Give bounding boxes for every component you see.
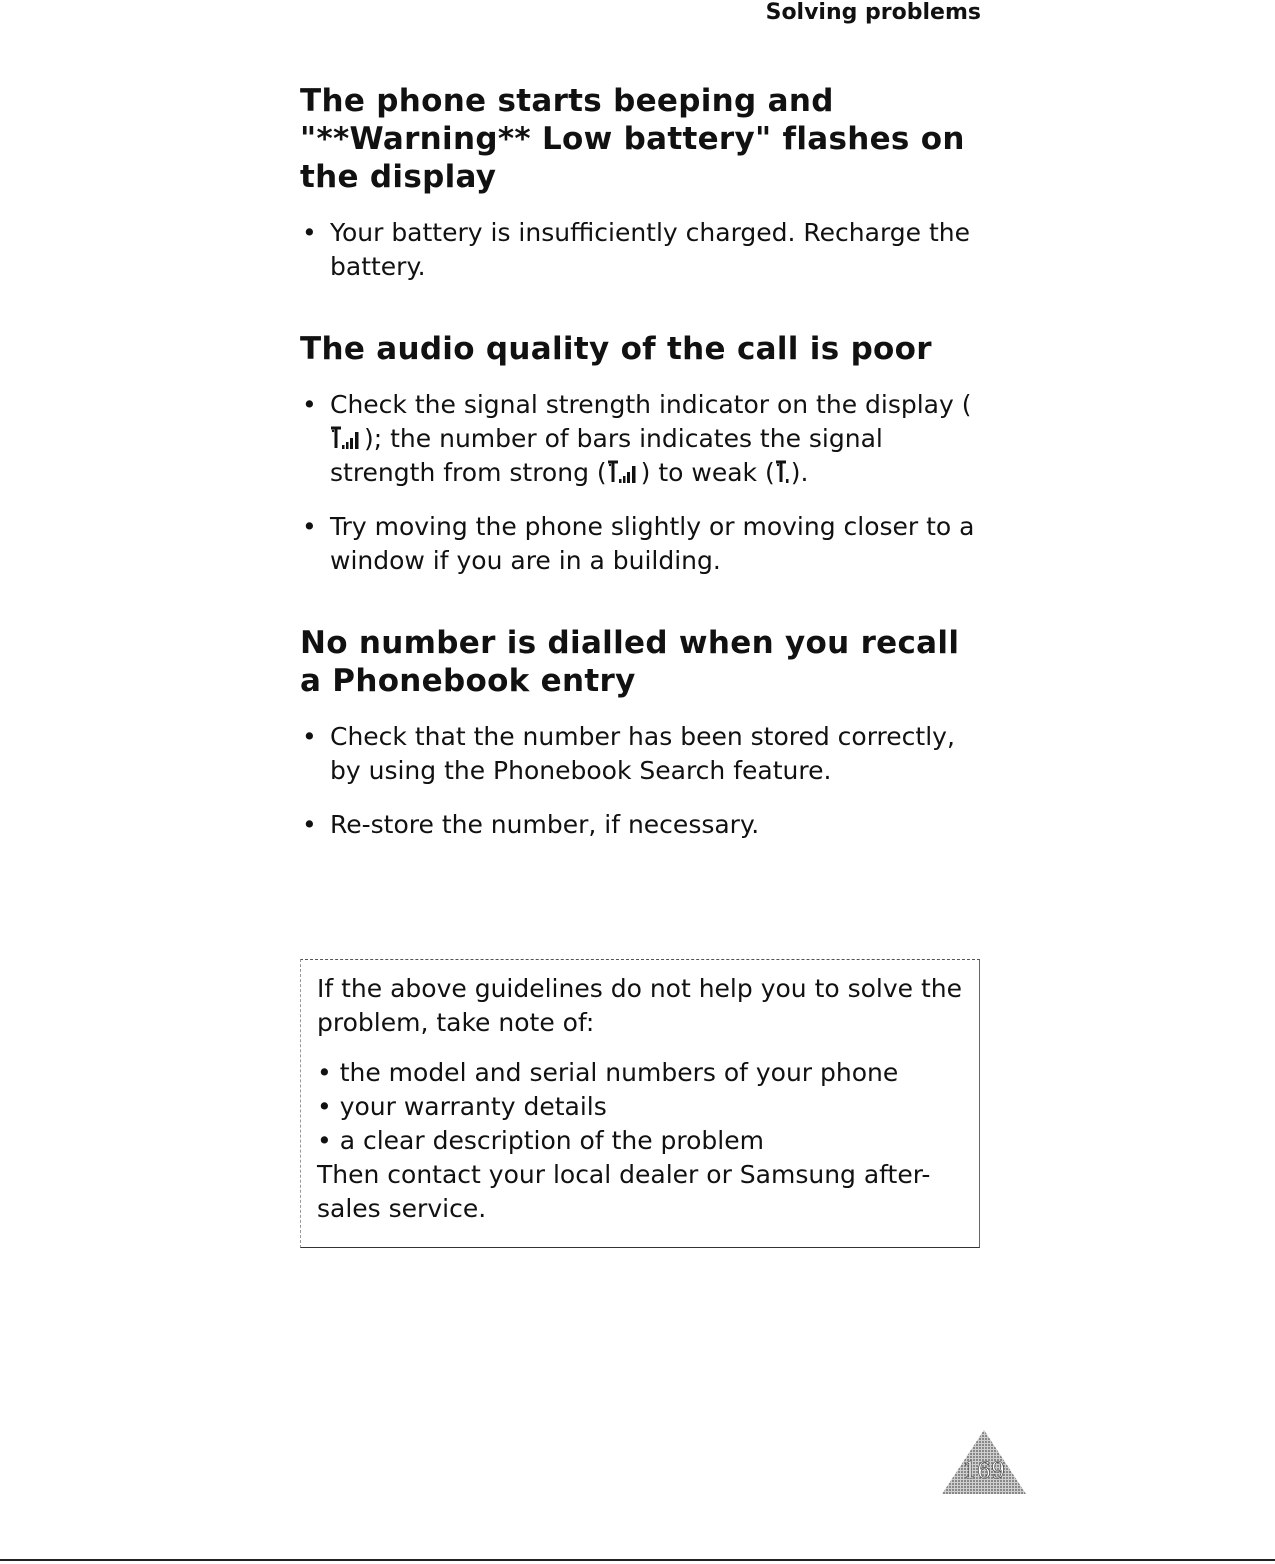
- bullet-icon: •: [302, 390, 317, 419]
- note-item: • your warranty details: [317, 1092, 607, 1121]
- note-item: • a clear description of the problem: [317, 1126, 764, 1155]
- list-item: • Check the signal strength indicator on the display (); the number of bars indicates the signal strength from strong ( ) to weak ( ).: [302, 390, 972, 487]
- bullet-list: [300, 216, 990, 284]
- bullet-icon: •: [302, 512, 317, 541]
- section-phonebook: [300, 624, 990, 842]
- running-header: Solving problems: [765, 0, 981, 25]
- list-item: • Check that the number has been stored correctly, by using the Phonebook Search feature.: [302, 722, 955, 785]
- page-content: [300, 82, 990, 888]
- section-heading: The phone starts beeping and "**Warning** Low battery" flashes on the display: [300, 83, 965, 195]
- bullet-icon: •: [302, 218, 317, 247]
- note-intro: If the above guidelines do not help you to solve the problem, take note of:: [317, 974, 963, 1037]
- section-heading: No number is dialled when you recall a Phonebook entry: [300, 625, 960, 699]
- section-low-battery: [300, 82, 990, 284]
- list-item: • Your battery is insufficiently charged. Recharge the battery.: [302, 218, 971, 281]
- page-number-badge: [940, 1426, 1028, 1498]
- note-item: • the model and serial numbers of your phone: [317, 1058, 899, 1087]
- list-item: • Re-store the number, if necessary.: [300, 808, 990, 842]
- bullet-icon: •: [302, 722, 317, 751]
- signal-strength-strong-icon: [330, 426, 364, 450]
- bullet-list: [300, 720, 990, 842]
- note-closing: Then contact your local dealer or Samsung after-sales service.: [317, 1160, 931, 1223]
- section-audio-quality: [300, 330, 990, 578]
- bullet-list: [300, 388, 990, 578]
- bullet-icon: •: [302, 810, 317, 839]
- bottom-rule: [0, 1559, 1275, 1561]
- page-number: 169: [963, 1459, 1005, 1484]
- section-heading: The audio quality of the call is poor: [300, 331, 932, 367]
- signal-strength-weak-icon: [775, 460, 791, 484]
- note-box: [300, 959, 980, 1248]
- signal-strength-strong-icon: [607, 460, 641, 484]
- list-item: • Try moving the phone slightly or moving closer to a window if you are in a building.: [302, 512, 975, 575]
